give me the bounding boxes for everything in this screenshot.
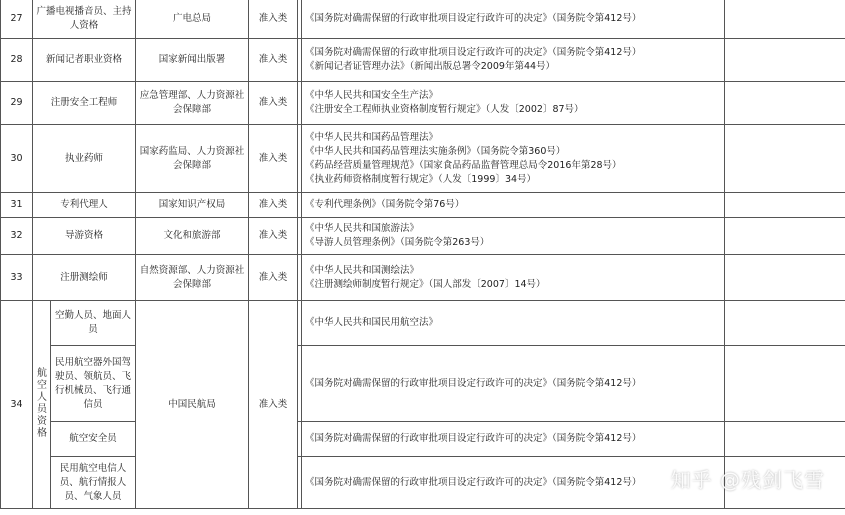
blank-cell — [725, 457, 845, 509]
legal-basis-line: 《中华人民共和国测绘法》 — [305, 264, 420, 276]
legal-basis-line: 《中华人民共和国民用航空法》 — [305, 317, 439, 328]
table-row — [1, 346, 845, 422]
qualification-name: 专利代理人 — [33, 193, 136, 218]
qualification-name: 注册测绘师 — [33, 255, 136, 301]
legal-basis-line: 《中华人民共和国药品管理法》 — [305, 131, 439, 143]
sub-qualification-name: 空勤人员、地面人员 — [51, 301, 136, 346]
legal-basis — [302, 39, 725, 82]
table-row — [1, 0, 845, 39]
blank-cell — [725, 193, 845, 218]
row-number: 30 — [1, 125, 33, 193]
legal-basis-line: 《国务院对确需保留的行政审批项目设定行政许可的决定》（国务院令第412号） — [305, 47, 642, 58]
blank-cell — [725, 0, 845, 39]
table-row — [1, 422, 845, 457]
department: 国家药监局、人力资源社会保障部 — [136, 125, 249, 193]
row-number: 33 — [1, 255, 33, 301]
legal-basis — [302, 422, 725, 457]
table-row — [1, 255, 845, 301]
legal-basis — [302, 457, 725, 509]
legal-basis-line: 《注册安全工程师执业资格制度暂行规定》（人发〔2002〕87号） — [305, 104, 584, 115]
qualification-type: 准入类 — [249, 0, 298, 39]
legal-basis-line: 《中华人民共和国药品管理法实施条例》（国务院令第360号） — [305, 145, 566, 157]
watermark: 知乎 @残剑飞雪 — [670, 468, 825, 492]
sub-qualification-name: 民用航空器外国驾驶员、领航员、飞行机械员、飞行通信员 — [51, 346, 136, 422]
legal-basis — [302, 82, 725, 125]
department: 应急管理部、人力资源社会保障部 — [136, 82, 249, 125]
qualification-type: 准入类 — [249, 255, 298, 301]
legal-basis-line: 《国务院对确需保留的行政审批项目设定行政许可的决定》（国务院令第412号） — [305, 12, 642, 24]
legal-basis-line: 《中华人民共和国旅游法》 — [305, 223, 420, 234]
legal-basis-line: 《国务院对确需保留的行政审批项目设定行政许可的决定》（国务院令第412号） — [305, 377, 642, 389]
row-number: 31 — [1, 193, 33, 218]
qualification-type: 准入类 — [249, 301, 298, 509]
legal-basis-line: 《导游人员管理条例》（国务院令第263号） — [305, 237, 490, 248]
qualification-name: 新闻记者职业资格 — [33, 39, 136, 82]
department: 中国民航局 — [136, 301, 249, 509]
table-row — [1, 301, 845, 346]
legal-basis-line: 《国务院对确需保留的行政审批项目设定行政许可的决定》（国务院令第412号） — [305, 433, 642, 444]
blank-cell — [725, 218, 845, 255]
qualification-type: 准入类 — [249, 193, 298, 218]
legal-basis — [302, 0, 725, 39]
blank-cell — [725, 255, 845, 301]
qualification-name: 注册安全工程师 — [33, 82, 136, 125]
legal-basis-line: 《国务院对确需保留的行政审批项目设定行政许可的决定》（国务院令第412号） — [305, 476, 642, 488]
qualification-type: 准入类 — [249, 218, 298, 255]
department: 国家知识产权局 — [136, 193, 249, 218]
row-number: 28 — [1, 39, 33, 82]
group-name-text: 航空人员资格 — [37, 368, 47, 439]
blank-cell — [725, 346, 845, 422]
department: 国家新闻出版署 — [136, 39, 249, 82]
department: 广电总局 — [136, 0, 249, 39]
blank-cell — [725, 422, 845, 457]
table-row — [1, 218, 845, 255]
blank-cell — [725, 39, 845, 82]
legal-basis-line: 《执业药师资格制度暂行规定》（人发〔1999〕34号） — [305, 173, 537, 185]
qualification-name: 广播电视播音员、主持人资格 — [33, 0, 136, 39]
legal-basis-line: 《药品经营质量管理规范》（国家食品药品监督管理总局令2016年第28号） — [305, 159, 622, 171]
table-row — [1, 457, 845, 509]
legal-basis — [302, 255, 725, 301]
table-body — [1, 0, 845, 509]
blank-cell — [725, 125, 845, 193]
legal-basis-line: 《专利代理条例》（国务院令第76号） — [305, 199, 465, 210]
sub-qualification-name: 民用航空电信人员、航行情报人员、气象人员 — [51, 457, 136, 509]
qualification-type: 准入类 — [249, 39, 298, 82]
row-number: 29 — [1, 82, 33, 125]
sub-qualification-name: 航空安全员 — [51, 422, 136, 457]
row-number: 32 — [1, 218, 33, 255]
legal-basis — [302, 193, 725, 218]
department: 自然资源部、人力资源社会保障部 — [136, 255, 249, 301]
qualification-type: 准入类 — [249, 82, 298, 125]
legal-basis — [302, 218, 725, 255]
row-number: 34 — [1, 301, 33, 509]
qualification-name: 执业药师 — [33, 125, 136, 193]
group-name-vertical — [33, 301, 51, 509]
legal-basis — [302, 125, 725, 193]
legal-basis — [302, 346, 725, 422]
table-row — [1, 125, 845, 193]
legal-basis — [302, 301, 725, 346]
department: 文化和旅游部 — [136, 218, 249, 255]
legal-basis-line: 《注册测绘师制度暂行规定》（国人部发〔2007〕14号） — [305, 278, 546, 290]
legal-basis-line: 《中华人民共和国安全生产法》 — [305, 90, 439, 101]
qualification-type: 准入类 — [249, 125, 298, 193]
blank-cell — [725, 301, 845, 346]
table-row — [1, 39, 845, 82]
qualification-name: 导游资格 — [33, 218, 136, 255]
row-number: 27 — [1, 0, 33, 39]
blank-cell — [725, 82, 845, 125]
legal-basis-line: 《新闻记者证管理办法》（新闻出版总署令2009年第44号） — [305, 61, 556, 72]
table-row — [1, 193, 845, 218]
table-row — [1, 82, 845, 125]
